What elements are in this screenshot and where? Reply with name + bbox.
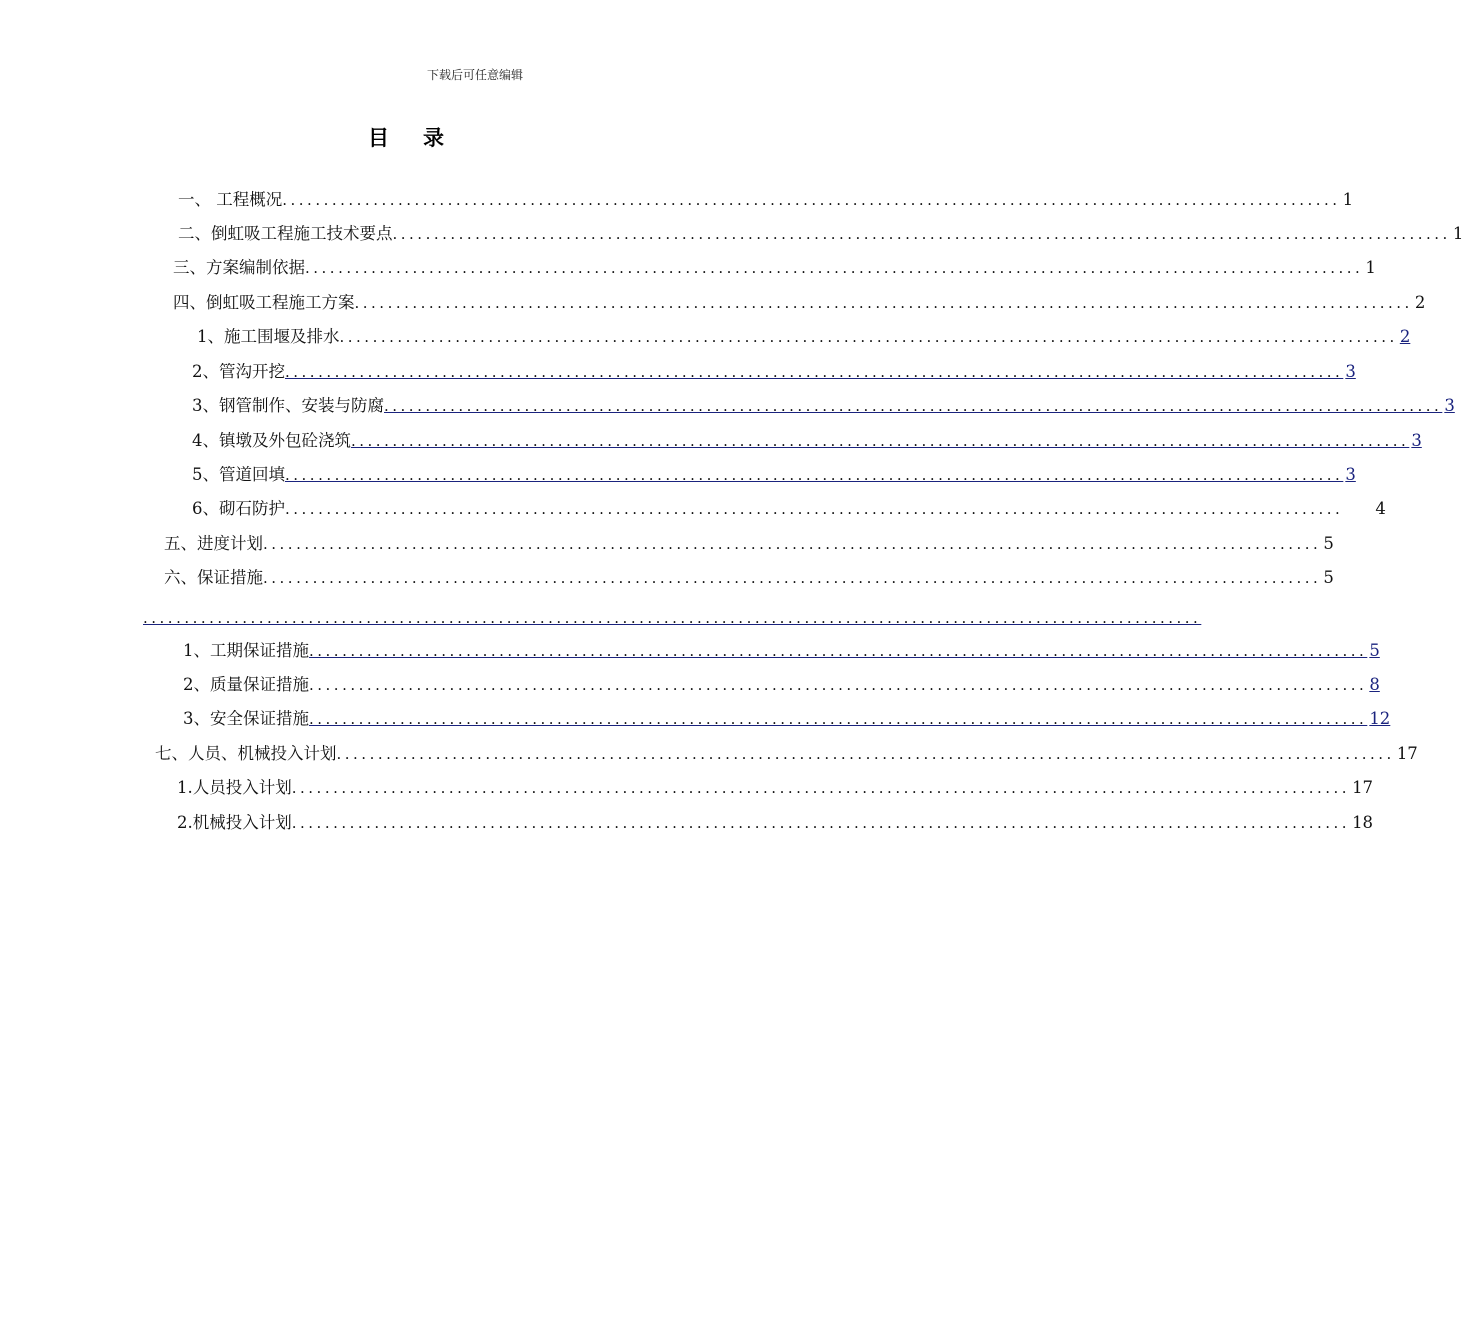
toc-entry-label: 2、质量保证措施 [183,675,309,694]
toc-leader-dots: ................................................................................................................................ [285,363,1344,381]
toc-entry-6-1[interactable] [183,639,1380,663]
toc-page-number: 5 [1323,534,1334,553]
toc-leader-dots: ................................................................................................................................ [285,500,1344,518]
toc-entry-7[interactable] [155,742,1418,766]
toc-entry-label: 四、倒虹吸工程施工方案 [173,293,355,312]
toc-leader-dots: ................................................................................................................................ [309,642,1368,660]
toc-entry-label: 2.机械投入计划 [177,813,292,832]
toc-page-link[interactable]: 2 [1399,327,1411,346]
toc-page-number: 1 [1342,190,1354,209]
toc-entry-label: 六、保证措施 [164,568,263,587]
toc-leader-dots: ................................................................................................................................ [263,569,1322,587]
toc-page-number: 17 [1352,778,1374,797]
toc-entry-label: 4、镇墩及外包砼浇筑 [192,431,351,450]
toc-entry-label: 二、倒虹吸工程施工技术要点 [178,224,393,243]
toc-page-link[interactable]: 3 [1411,431,1422,450]
toc-entry-label: 3、钢管制作、安装与防腐 [192,396,384,415]
toc-page-link[interactable]: 8 [1369,675,1380,694]
toc-entry-4-4[interactable] [192,429,1422,453]
toc-leader-dots: ................................................................................................................................ [354,294,1413,312]
toc-leader-dots: ................................................................................................................................ [282,191,1341,209]
toc-entry-label: 五、进度计划 [164,534,263,553]
toc-page-number: 2 [1414,293,1426,312]
toc-leader-dots: ................................................................................................................................ [392,225,1451,243]
toc-page-link[interactable]: 5 [1369,641,1380,660]
toc-entry-4[interactable] [173,291,1426,315]
toc-entry-4-1[interactable] [197,325,1411,349]
toc-entry-5[interactable] [164,532,1334,556]
toc-leader-dots: ................................................................................................................................ [309,676,1368,694]
toc-leader-dots: ................................................................................................................................ [263,535,1322,553]
toc-page-link[interactable]: 3 [1345,465,1356,484]
toc-entry-label: 1、施工围堰及排水 [197,327,340,346]
toc-entry-1[interactable] [178,188,1354,212]
toc-leader-dots: ................................................................................................................................ [285,466,1344,484]
toc-entry-label: 1.人员投入计划 [177,778,292,797]
toc-entry-6[interactable] [164,566,1334,590]
toc-entry-label: 一、 工程概况 [178,190,283,209]
toc-entry-4-2[interactable] [192,360,1356,384]
toc-leader-dots: ................................................................................................................................ [305,259,1364,277]
toc-leader-dots: ................................................................................................................................ [339,328,1398,346]
toc-page-number: 1 [1452,224,1463,243]
toc-page-number: 4 [1375,499,1386,518]
toc-entry-label: 七、人员、机械投入计划 [155,744,337,763]
toc-leader-dots: ................................................................................................................................ [291,779,1351,797]
header-note: 下载后可任意编辑 [426,68,523,82]
toc-page-number: 17 [1396,744,1418,763]
toc-entry-label: 2、管沟开挖 [192,362,285,381]
toc-entry-3[interactable] [173,256,1376,280]
toc-page-link[interactable]: 12 [1369,709,1391,728]
toc-page-link[interactable]: 3 [1345,362,1356,381]
toc-entry-6-2[interactable] [183,673,1380,697]
toc-leader-dots: ................................................................................................................................ [384,397,1443,415]
toc-entry-4-5[interactable] [192,463,1356,487]
toc-entry-2[interactable] [178,222,1463,246]
toc-entry-label: 6、砌石防护 [192,499,285,518]
toc-leader-dots: ................................................................................................................................ [291,814,1351,832]
toc-entry-4-6[interactable] [192,497,1386,521]
toc-entry-6-3[interactable] [183,707,1391,731]
toc-entry-label: 5、管道回填 [192,465,285,484]
toc-title: 目录 [368,125,478,150]
toc-leader-dots: ................................................................................................................................ [309,710,1368,728]
toc-entry-label: 1、工期保证措施 [183,641,309,660]
toc-page-number: 1 [1365,258,1376,277]
toc-leader-dots-row: ................................................................................................................................ [143,609,1202,627]
toc-entry-7-2[interactable] [177,811,1374,835]
toc-leader-dots: ................................................................................................................................ [336,745,1395,763]
toc-entry-label: 三、方案编制依据 [173,258,305,277]
toc-entry-4-3[interactable] [192,394,1455,418]
toc-page-number: 18 [1352,813,1374,832]
toc-entry-7-1[interactable] [177,776,1374,800]
toc-page-number: 5 [1323,568,1334,587]
toc-leader-dots: ................................................................................................................................ [351,432,1410,450]
toc-entry-label: 3、安全保证措施 [183,709,309,728]
toc-page-link[interactable]: 3 [1444,396,1455,415]
